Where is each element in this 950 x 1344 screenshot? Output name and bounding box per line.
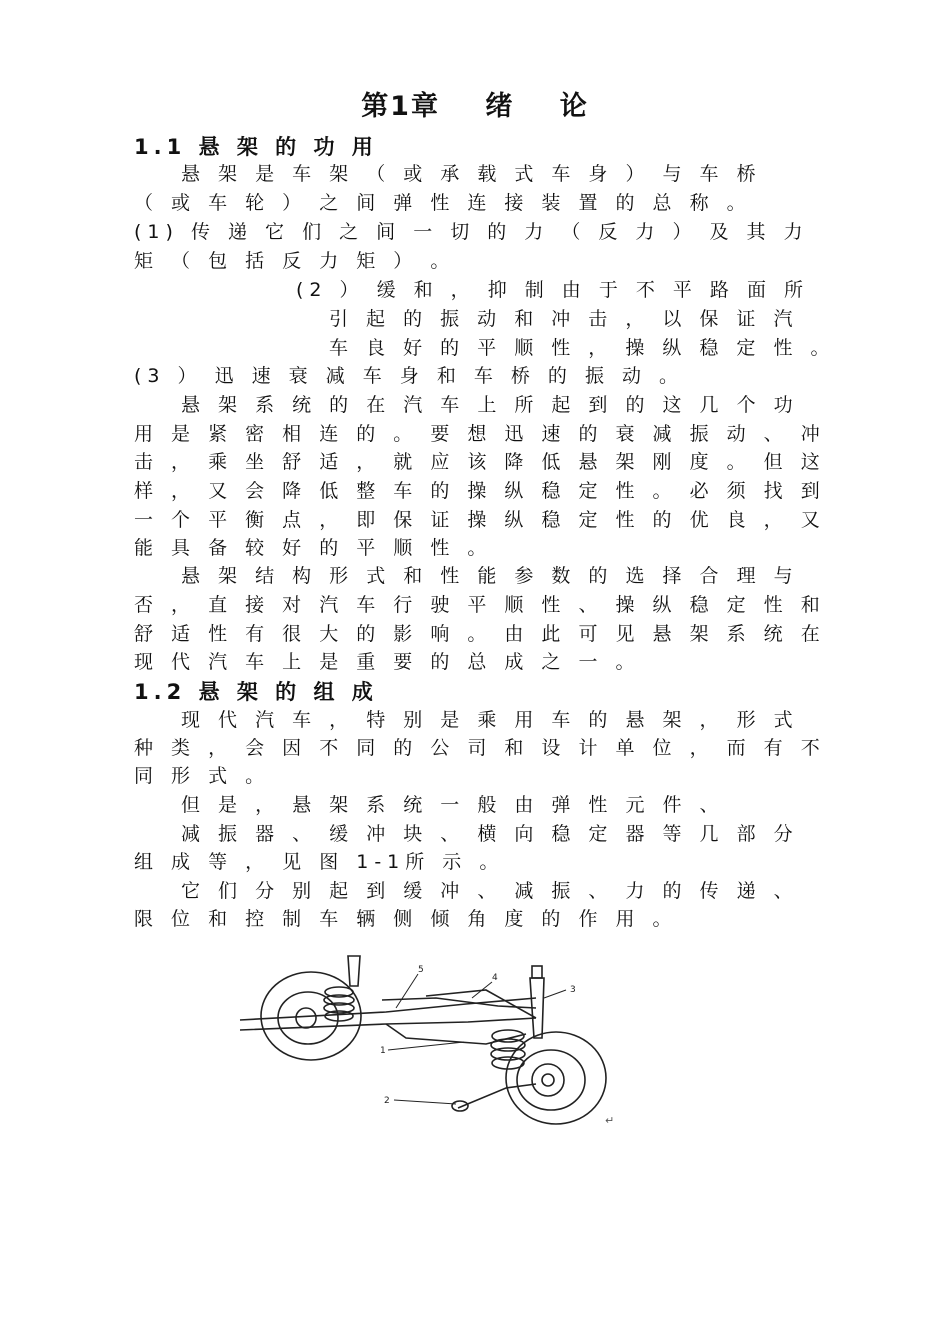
paragraph-line: 限 位 和 控 制 车 辆 侧 倾 角 度 的 作 用 。: [134, 908, 678, 930]
paragraph-line: 击 ， 乘 坐 舒 适 ， 就 应 该 降 低 悬 架 刚 度 。 但 这: [134, 451, 826, 473]
section-heading-1-2: 1.2 悬 架 的 组 成: [134, 680, 378, 704]
paragraph-line: 用 是 紧 密 相 连 的 。 要 想 迅 速 的 衰 减 振 动 、 冲: [134, 423, 826, 445]
paragraph-line: 悬 架 结 构 形 式 和 性 能 参 数 的 选 择 合 理 与: [181, 565, 799, 587]
stabilizer-bar: [458, 1084, 536, 1108]
callout-4: 4: [492, 973, 498, 983]
section-heading-1-1: 1.1 悬 架 的 功 用: [134, 135, 378, 159]
callout-5: 5: [418, 965, 424, 975]
paragraph-line: 减 振 器 、 缓 冲 块 、 横 向 稳 定 器 等 几 部 分: [181, 823, 799, 845]
chapter-word-2: 论: [559, 91, 589, 122]
paragraph-line: (2 ） 缓 和 ， 抑 制 由 于 不 平 路 面 所: [296, 279, 810, 301]
paragraph-line: 一 个 平 衡 点 ， 即 保 证 操 纵 稳 定 性 的 优 良 ， 又: [134, 509, 826, 531]
callout-3: 3: [570, 985, 576, 995]
paragraph-line: 组 成 等 ， 见 图 1-1所 示 。: [134, 851, 505, 873]
chapter-number: 第1章: [361, 91, 440, 122]
paragraph-line: 现 代 汽 车 上 是 重 要 的 总 成 之 一 。: [134, 651, 641, 673]
paragraph-line: 种 类 ， 会 因 不 同 的 公 司 和 设 计 单 位 ， 而 有 不: [134, 737, 826, 759]
paragraph-line: 能 具 备 较 好 的 平 顺 性 。: [134, 537, 493, 559]
paragraph-return-mark: ↵: [605, 1114, 615, 1127]
paragraph-line: 它 们 分 别 起 到 缓 冲 、 减 振 、 力 的 传 递 、: [181, 880, 799, 902]
callout-1: 1: [380, 1046, 386, 1056]
chapter-word-1: 绪: [485, 91, 515, 122]
paragraph-line: 样 ， 又 会 降 低 整 车 的 操 纵 稳 定 性 。 必 须 找 到: [134, 480, 826, 502]
suspension-diagram-figure: [236, 938, 620, 1134]
paragraph-line: （ 或 车 轮 ） 之 间 弹 性 连 接 装 置 的 总 称 。: [134, 192, 752, 214]
paragraph-line: 否 ， 直 接 对 汽 车 行 驶 平 顺 性 、 操 纵 稳 定 性 和: [134, 594, 826, 616]
right-shock-absorber: [530, 978, 544, 1038]
paragraph-line: 现 代 汽 车 ， 特 别 是 乘 用 车 的 悬 架 ， 形 式: [181, 709, 799, 731]
chapter-title: [0, 84, 950, 123]
paragraph-line: 但 是 ， 悬 架 系 统 一 般 由 弹 性 元 件 、: [181, 794, 725, 816]
paragraph-line: 悬 架 系 统 的 在 汽 车 上 所 起 到 的 这 几 个 功: [181, 394, 799, 416]
callout-2: 2: [384, 1096, 390, 1106]
left-shock-absorber: [348, 956, 360, 986]
paragraph-line: (1) 传 递 它 们 之 间 一 切 的 力 （ 反 力 ） 及 其 力: [134, 221, 809, 243]
paragraph-line: 矩 （ 包 括 反 力 矩 ） 。: [134, 250, 456, 272]
paragraph-line: 舒 适 性 有 很 大 的 影 响 。 由 此 可 见 悬 架 系 统 在: [134, 623, 826, 645]
paragraph-line: (3 ） 迅 速 衰 减 车 身 和 车 桥 的 振 动 。: [134, 365, 685, 387]
paragraph-line: 车 良 好 的 平 顺 性 ， 操 纵 稳 定 性 。: [329, 337, 836, 359]
paragraph-line: 引 起 的 振 动 和 冲 击 ， 以 保 证 汽: [329, 308, 799, 330]
paragraph-line: 同 形 式 。: [134, 765, 271, 787]
paragraph-line: 悬 架 是 车 架 （ 或 承 载 式 车 身 ） 与 车 桥: [181, 163, 762, 185]
